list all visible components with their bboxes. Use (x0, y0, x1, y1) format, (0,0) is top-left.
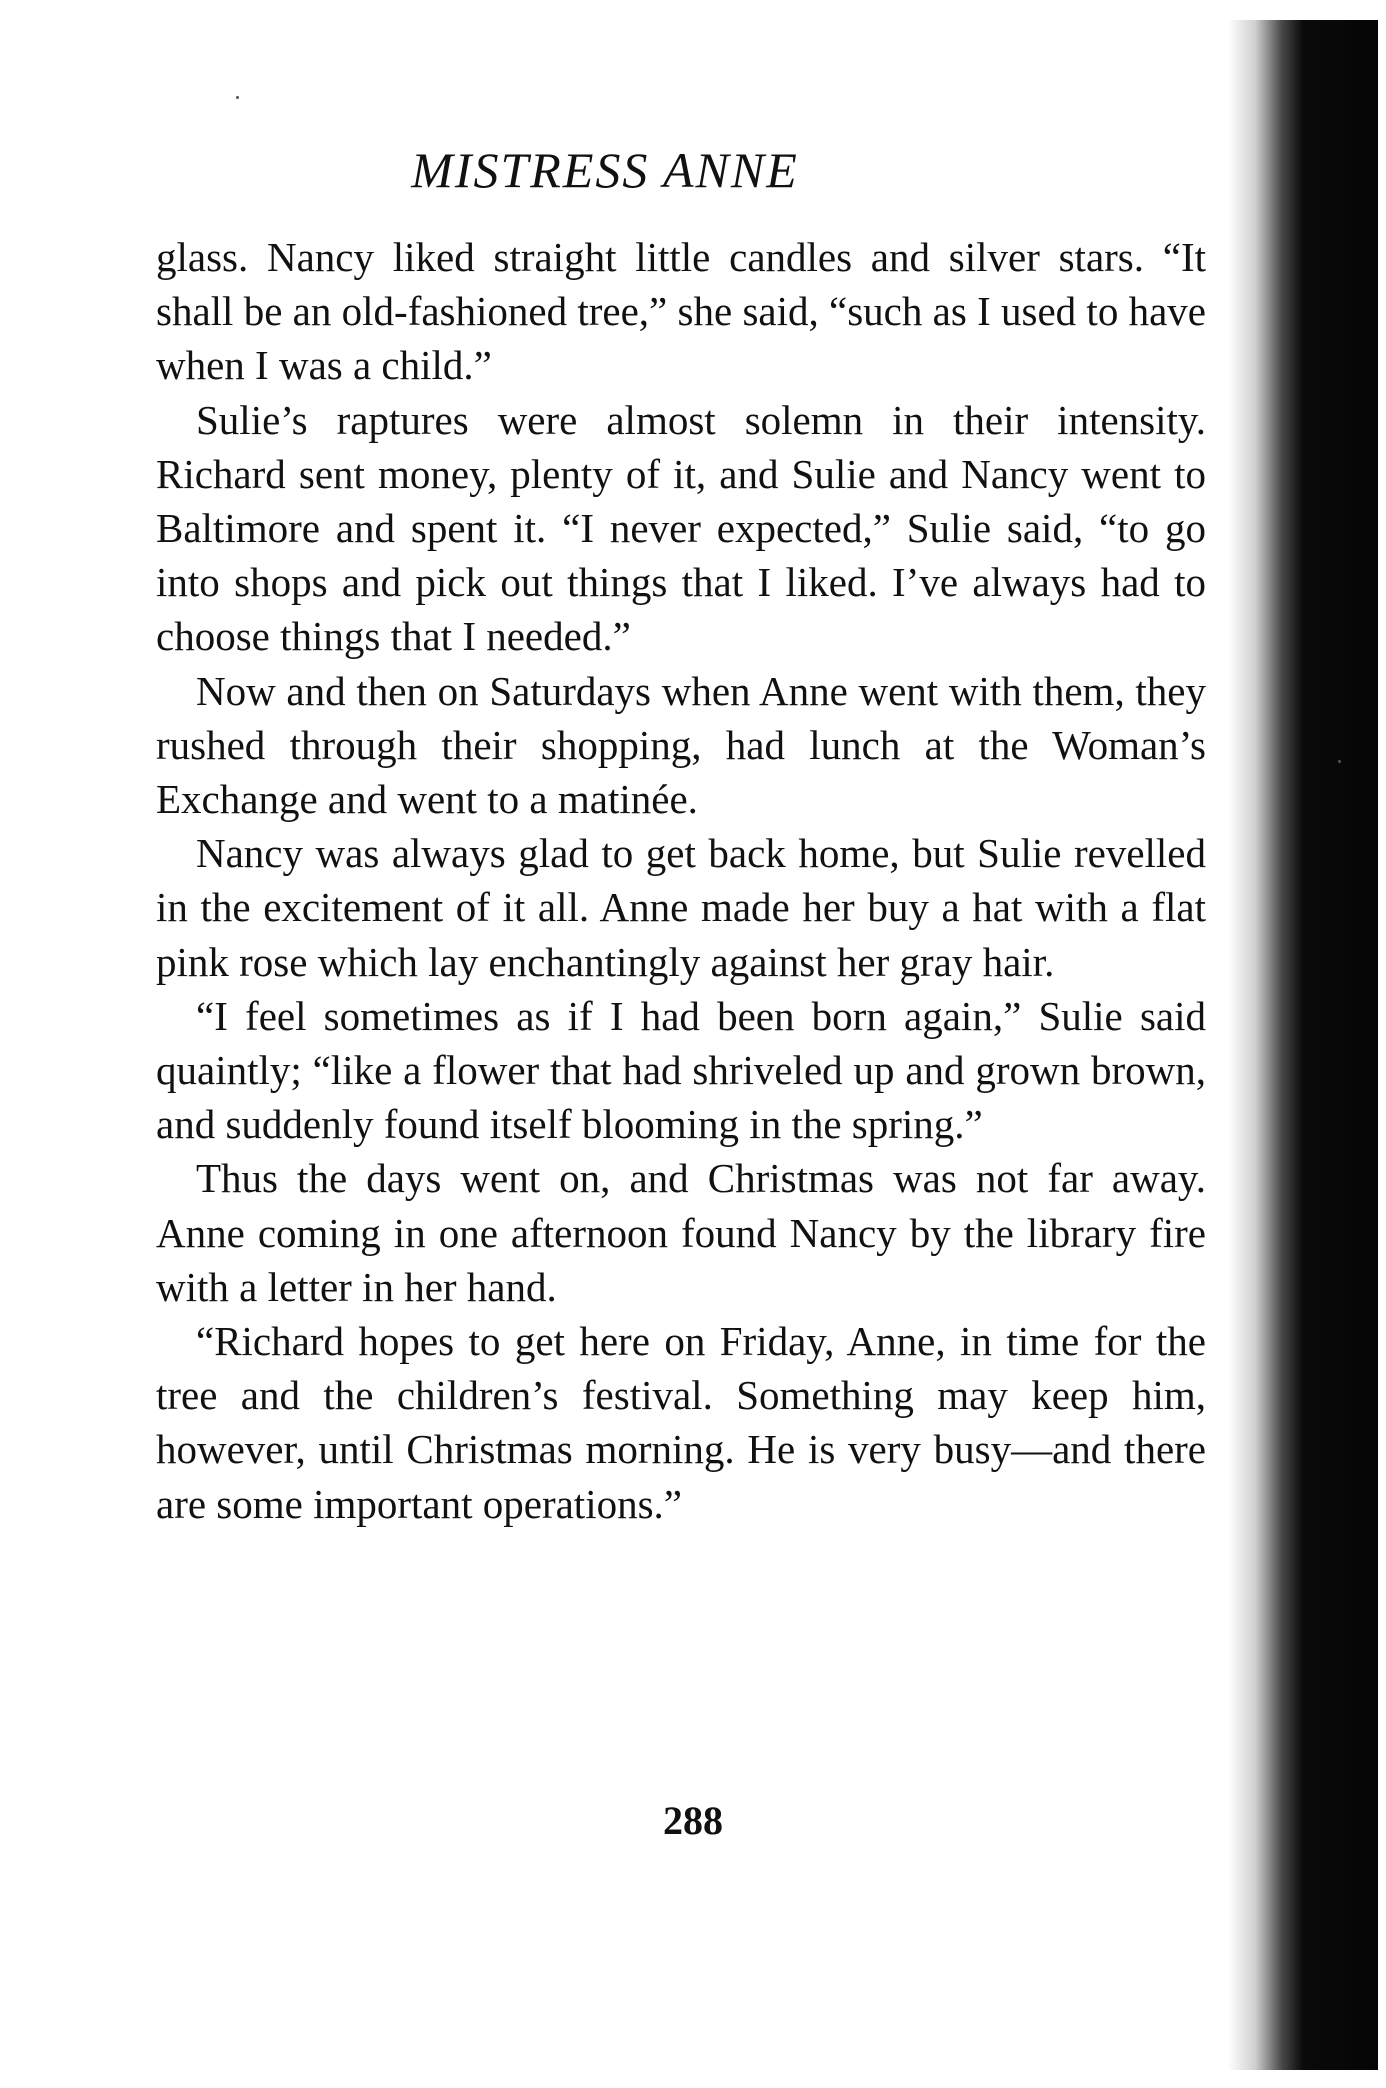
paragraph-5: “I feel sometimes as if I had been born again,” Sulie said quaintly; “like a flower that had shriveled up and grown brown, and suddenly found itself blooming in the spring.” (156, 992, 1206, 1148)
paragraph-1: glass. Nancy liked straight little candles and silver stars. “It shall be an old-fashioned tree,” she said, “such as I used to have when I was a child.” (156, 234, 1206, 389)
page-number: 288 (663, 1798, 723, 1843)
body-text (156, 230, 1206, 1531)
paragraph-3: Now and then on Saturdays when Anne went with them, they rushed through their shopping, had lunch at the Woman’s Exchange and went to a matinée. (156, 667, 1206, 823)
paper-speck (1338, 760, 1341, 763)
paper-speck (236, 96, 239, 99)
paragraph-2: Sulie’s raptures were almost solemn in their intensity. Richard sent money, plenty of it, and Sulie and Nancy went to Baltimore and spent it. “I never expected,” Sulie said, “to go into shops and pick out things that I liked. I’ve always had to choose things that I needed.” (156, 396, 1206, 660)
paragraph-6: Thus the days went on, and Christmas was not far away. Anne coming in one afternoon found Nancy by the library fire with a letter in her hand. (156, 1155, 1206, 1310)
paragraph-7: “Richard hopes to get here on Friday, Anne, in time for the tree and the children’s festival. Something may keep him, however, until Christmas morning. He is very busy—and there are some important operations.” (156, 1318, 1206, 1527)
running-head: MISTRESS ANNE (411, 142, 799, 198)
binding-shadow (1228, 20, 1378, 2070)
paragraph-4: Nancy was always glad to get back home, but Sulie revelled in the excitement of it all. Anne made her buy a hat with a flat pink rose which lay enchantingly against her gray hair. (156, 830, 1206, 985)
